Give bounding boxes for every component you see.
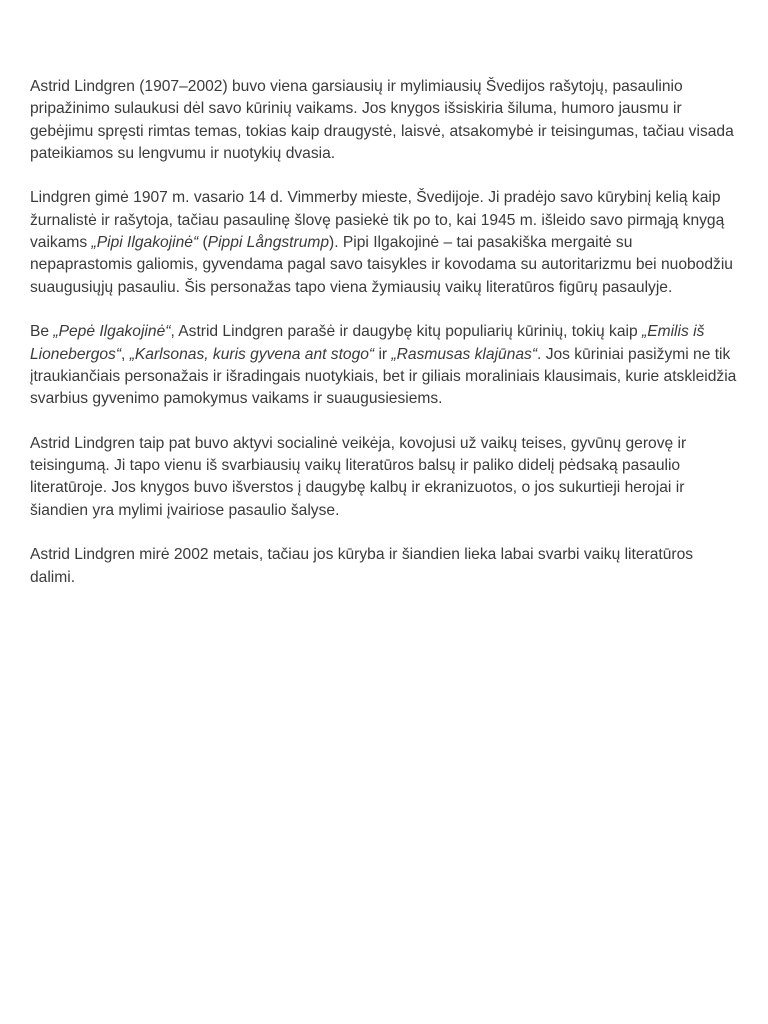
works-text-2: , Astrid Lindgren parašė ir daugybę kitų populiarių kūrinių, tokių kaip [170, 323, 642, 341]
paragraph-intro: Astrid Lindgren (1907–2002) buvo viena garsiausių ir mylimiausių Švedijos rašytojų, pasaulinio pripažinimo sulaukusi dėl savo kūrinių vaikams. Jos knygos išsiskiria šiluma, humoro jausmu ir gebėjimu spręsti rimtas temas, tokias kaip draugystė, laisvė, atsakomybė ir teisingumas, tačiau visada pateikiamos su lengvumu ir nuotykių dvasia. [30, 78, 734, 162]
works-text-1: Be [30, 323, 54, 341]
work-title-2: „Emilis iš Lionebergos“ [30, 323, 705, 363]
book-title-sv: Pippi Långstrump [207, 234, 330, 252]
biography-text-2: ( [198, 234, 208, 252]
works-text-5: . Jos kūriniai pasižymi ne tik įtraukiančiais personažais ir išradingais nuotykiais, bet ir giliais moraliniais klausimais, kurie atskleidžia svarbius gyvenimo pamokymus vaikams ir suaugusiesiems. [30, 345, 737, 408]
work-title-4: „Rasmusas klajūnas“ [391, 345, 538, 363]
paragraph-biography [30, 187, 738, 298]
paragraph-legacy: Astrid Lindgren mirė 2002 metais, tačiau jos kūryba ir šiandien lieka labai svarbi vaikų literatūros dalimi. [30, 546, 694, 586]
paragraph-activism: Astrid Lindgren taip pat buvo aktyvi socialinė veikėja, kovojusi už vaikų teises, gyvūnų gerovę ir teisingumą. Ji tapo vienu iš svarbiausių vaikų literatūros balsų ir paliko didelį pėdsaką pasaulio literatūroje. Jos knygos buvo išverstos į daugybę kalbų ir ekranizuotos, o jos sukurtieji herojai ir šiandien yra mylimi įvairiose pasaulio šalyse. [30, 434, 687, 519]
works-text-3: , [121, 345, 130, 363]
biography-text-3: ). Pipi Ilgakojinė – tai pasakiška mergaitė su nepaprastomis galiomis, gyvendama pagal savo taisykles ir kovodama su autoritarizmu bei nuobodžiu suaugusiųjų pasauliu. Šis personažas tapo viena žymiausių vaikų literatūros figūrų pasaulyje. [30, 234, 733, 296]
article-body [30, 76, 738, 611]
works-text-4: ir [374, 345, 392, 363]
work-title-1: „Pepė Ilgakojinė“ [53, 323, 171, 341]
paragraph-works [30, 321, 738, 410]
book-title-lt: „Pipi Ilgakojinė“ [91, 234, 199, 252]
work-title-3: „Karlsonas, kuris gyvena ant stogo“ [129, 345, 375, 363]
biography-text-1: Lindgren gimė 1907 m. vasario 14 d. Vimmerby mieste, Švedijoje. Ji pradėjo savo kūrybinį kelią kaip žurnalistė ir rašytoja, tačiau pasaulinę šlovę pasiekė tik po to, kai 1945 m. išleido savo pirmąją knygą vaikams [30, 189, 725, 252]
